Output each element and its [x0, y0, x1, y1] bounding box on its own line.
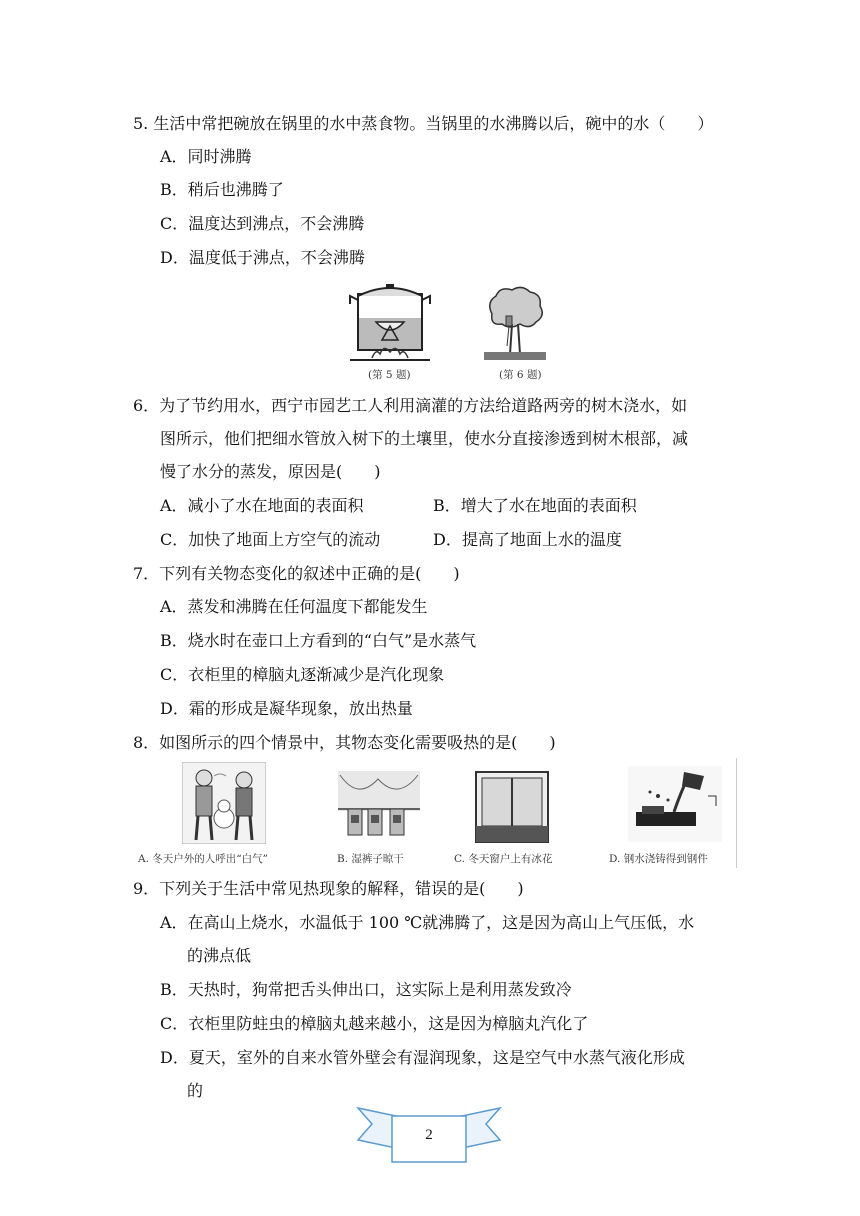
q8-caption-b: B. 湿裤子晾干 — [337, 853, 404, 865]
q9-option-c: C．衣柜里防蛀虫的樟脑丸越来越小，这是因为樟脑丸汽化了 — [160, 1014, 589, 1033]
q6-option-b: B．增大了水在地面的表面积 — [433, 496, 637, 515]
question-7-stem: 7．下列有关物态变化的叙述中正确的是( ) — [133, 564, 460, 583]
q8-caption-c: C. 冬天窗户上有冰花 — [454, 853, 553, 865]
question-6-stem-line-1: 6．为了节约用水，西宁市园艺工人利用滴灌的方法给道路两旁的树木浇水，如 — [133, 396, 688, 415]
q6-option-c: C．加快了地面上方空气的流动 — [160, 530, 381, 549]
question-8-stem: 8．如图所示的四个情景中，其物态变化需要吸热的是( ) — [133, 733, 556, 752]
q7-option-c: C．衣柜里的樟脑丸逐渐减少是汽化现象 — [160, 665, 445, 684]
q8-caption-a: A. 冬天户外的人呼出“白气” — [138, 853, 268, 865]
q7-option-d: D．霜的形成是凝华现象，放出热量 — [160, 699, 413, 718]
figure-6-caption: (第 6 题) — [499, 369, 542, 381]
figure-divider — [736, 758, 737, 868]
question-6-stem-line-2: 图所示，他们把细水管放入树下的土壤里，使水分直接渗透到树木根部，减 — [160, 429, 689, 448]
q9-option-b: B．天热时，狗常把舌头伸出口，这实际上是利用蒸发致冷 — [160, 980, 572, 999]
q5-option-d: D．温度低于沸点，不会沸腾 — [160, 248, 365, 267]
frosted-window-figure — [474, 770, 550, 844]
q9-option-d-line-1: D．夏天，室外的自来水管外壁会有湿润现象，这是空气中水蒸气液化形成 — [160, 1048, 685, 1067]
q7-option-b: B．烧水时在壶口上方看到的“白气”是水蒸气 — [160, 631, 477, 650]
drip-irrigation-tree-figure — [482, 284, 548, 362]
page-number: 2 — [425, 1127, 433, 1143]
question-9-stem: 9．下列关于生活中常见热现象的解释，错误的是( ) — [133, 879, 524, 898]
q5-option-b: B．稍后也沸腾了 — [160, 180, 284, 199]
q7-option-a: A．蒸发和沸腾在任何温度下都能发生 — [160, 597, 428, 616]
question-5-stem: 5. 生活中常把碗放在锅里的水中蒸食物。当锅里的水沸腾以后，碗中的水（ ） — [133, 114, 714, 133]
q6-option-a: A．减小了水在地面的表面积 — [160, 496, 364, 515]
q5-option-c: C．温度达到沸点，不会沸腾 — [160, 214, 365, 233]
q8-caption-d: D. 钢水浇铸得到钢件 — [609, 853, 708, 865]
q5-option-a: A．同时沸腾 — [160, 147, 252, 166]
q9-option-a-line-1: A．在高山上烧水，水温低于 100 ℃就沸腾了，这是因为高山上气压低，水 — [160, 913, 695, 932]
question-6-stem-line-3: 慢了水分的蒸发，原因是( ) — [160, 462, 381, 481]
molten-steel-casting-figure — [628, 766, 722, 842]
people-breath-figure — [182, 762, 266, 844]
steamer-pot-figure — [346, 282, 436, 364]
q6-option-d: D．提高了地面上水的温度 — [433, 530, 622, 549]
q9-option-d-line-2: 的 — [187, 1081, 204, 1100]
drying-pants-figure — [338, 771, 420, 841]
figure-5-caption: (第 5 题) — [368, 369, 411, 381]
q9-option-a-line-2: 的沸点低 — [187, 946, 252, 965]
